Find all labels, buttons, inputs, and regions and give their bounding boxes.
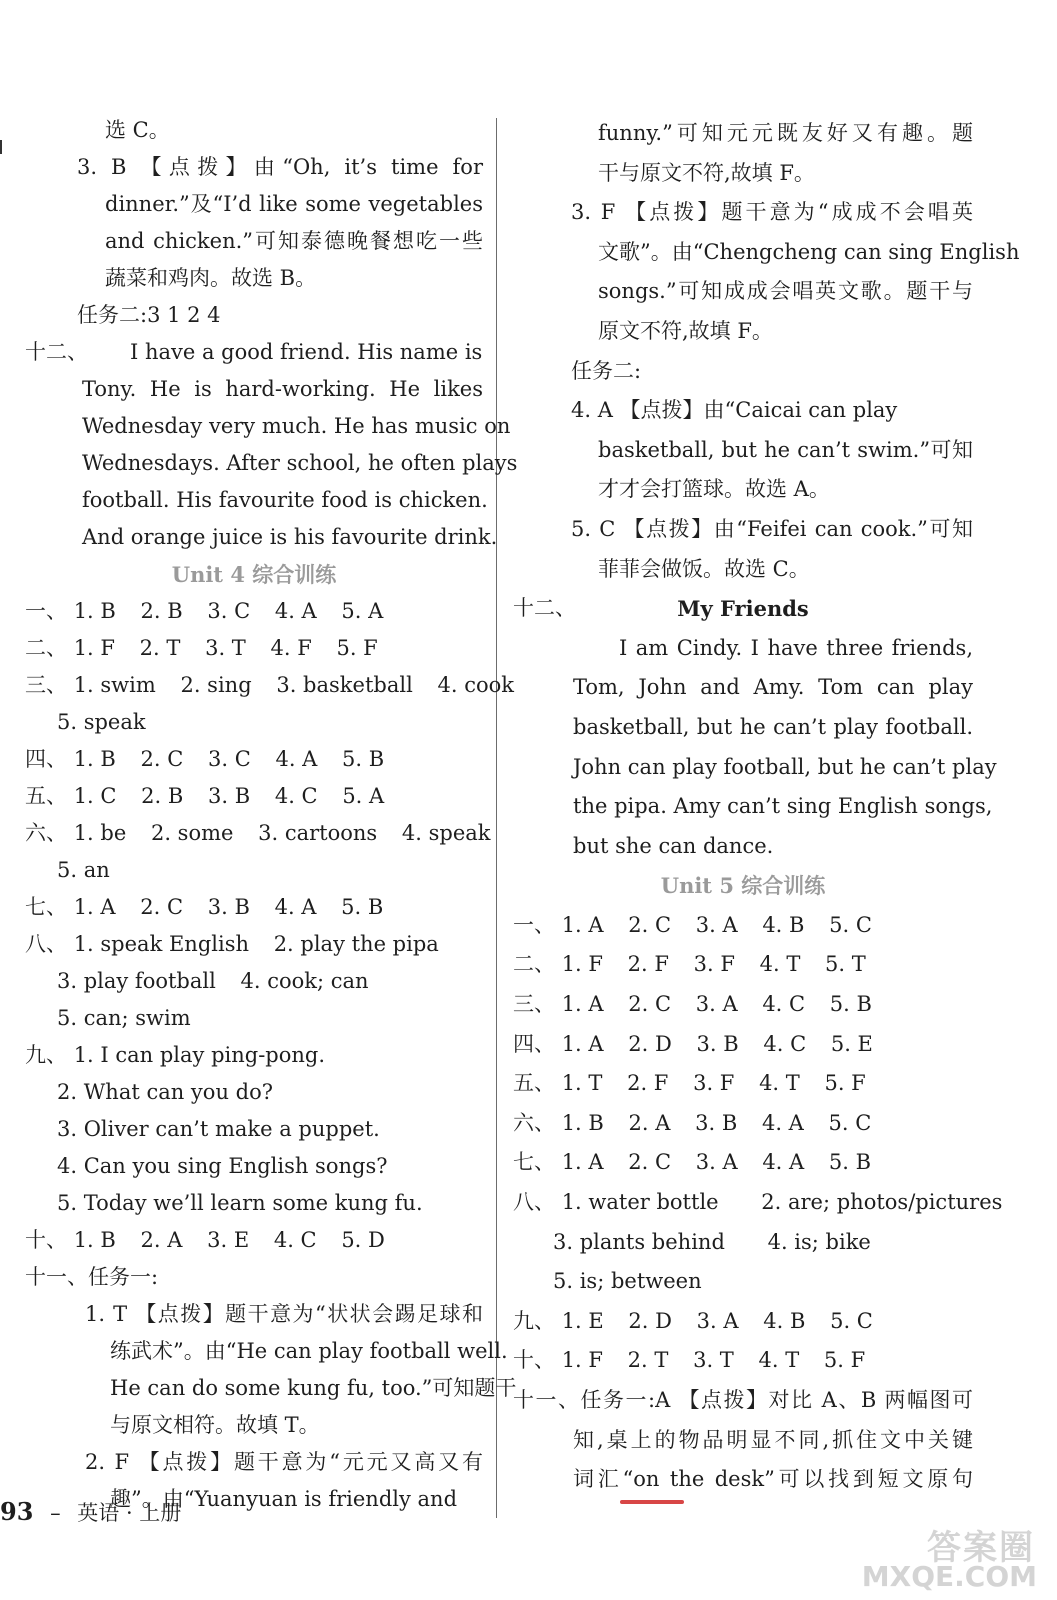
passage-line: John can play football, but he can’t play — [573, 754, 997, 779]
passage-line: Tom, John and Amy. Tom can play — [573, 675, 973, 700]
answer-item: 5. B — [341, 895, 384, 919]
answer-item: 5. F — [336, 636, 378, 660]
answer-row — [513, 1104, 973, 1144]
unit-heading: Unit 4 综合训练 — [171, 562, 337, 587]
answer-item: 3. cartoons — [258, 821, 378, 845]
passage-title: My Friends — [677, 596, 809, 622]
passage-line: I have a good friend. His name is — [130, 340, 483, 364]
section-label: 七、 — [513, 1150, 555, 1175]
answer-item: 4. A — [274, 599, 317, 623]
answer-row — [25, 1037, 483, 1074]
answer-item: 2. C — [628, 1150, 672, 1175]
answer-item: 2. T — [627, 1348, 669, 1373]
answer-item: 3. C — [208, 747, 251, 771]
answer-row — [25, 593, 483, 630]
answer-item: 2. are; photos/pictures — [761, 1190, 1003, 1215]
answer-item: 3. basketball — [276, 673, 413, 697]
answer-item: 1. B — [561, 1110, 604, 1135]
answer-item: 2. C — [628, 912, 672, 937]
answer-item: 3. E — [207, 1228, 250, 1252]
answer-item: 3. F — [693, 952, 735, 977]
answer-item: 4. C — [273, 1228, 317, 1252]
answer-line: 任务二:3 1 2 4 — [77, 303, 221, 327]
answer-item: 2. F — [627, 1071, 669, 1096]
answer-item: 1. F — [73, 636, 115, 660]
answer-item: 5. F — [824, 1071, 866, 1096]
answer-item: 2. T — [139, 636, 181, 660]
answer-row — [25, 963, 483, 1000]
answer-item: 2. D — [628, 1308, 672, 1333]
answer-row — [25, 630, 483, 667]
answer-line: 2. F 【点拨】题干意为“元元又高又有 — [85, 1450, 483, 1474]
section-label: 五、 — [25, 784, 67, 808]
answer-row — [513, 906, 973, 946]
answer-line: 十一、任务一:A 【点拨】对比 A、B 两幅图可 — [513, 1388, 973, 1412]
answer-line: and chicken.”可知泰德晚餐想吃一些 — [105, 229, 483, 253]
answer-item: 5. D — [341, 1228, 385, 1252]
passage-line: basketball, but he can’t play football. — [573, 714, 973, 739]
section-label: 二、 — [25, 636, 67, 660]
answer-line: 3. F 【点拨】题干意为“成成不会唱英 — [571, 200, 973, 225]
answer-item: 1. B — [73, 599, 116, 623]
answer-item: 1. A — [561, 912, 604, 937]
answer-item: 1. B — [73, 1228, 116, 1252]
answer-item: 4. T — [759, 952, 801, 977]
answer-item: 2. C — [140, 747, 184, 771]
answer-item: 2. A — [140, 1228, 183, 1252]
answer-line: 趣”。由“Yuanyuan is friendly and — [110, 1487, 458, 1511]
page-number: 93 — [0, 1497, 34, 1526]
answer-row — [25, 815, 491, 852]
answer-item: 5. A — [341, 599, 384, 623]
answer-line: 4. A 【点拨】由“Caicai can play — [571, 398, 898, 423]
answer-item: 3. B — [696, 1031, 739, 1056]
answer-item: 5. T — [825, 952, 866, 977]
answer-row — [513, 1183, 1003, 1223]
answer-item: 4. A — [761, 1110, 804, 1135]
answer-item: 4. C — [763, 1031, 807, 1056]
answer-item: 1. speak English — [73, 932, 249, 956]
answer-item: 5. C — [828, 1110, 872, 1135]
answer-line: 4. Can you sing English songs? — [57, 1154, 388, 1178]
answer-line: 选 C。 — [105, 118, 170, 142]
answer-item: 2. F — [627, 952, 669, 977]
answer-item: 1. F — [561, 1348, 603, 1373]
answer-line: 任务二: — [571, 358, 642, 383]
answer-item: 2. A — [628, 1110, 671, 1135]
answer-line: 干与原文不符,故填 F。 — [598, 160, 815, 185]
answer-item: 3. A — [695, 912, 738, 937]
answer-item: 2. some — [150, 821, 234, 845]
section-label: 四、 — [513, 1031, 555, 1056]
answer-line: 十一、任务一: — [25, 1265, 159, 1289]
answer-line: 3. Oliver can’t make a puppet. — [57, 1117, 380, 1141]
answer-item: 3. B — [695, 1110, 738, 1135]
answer-item: 4. C — [762, 992, 806, 1017]
answer-item: 3. T — [693, 1348, 734, 1373]
section-label: 十、 — [513, 1348, 555, 1373]
answer-line: 才才会打篮球。故选 A。 — [598, 477, 830, 502]
answer-line: He can do some kung fu, too.”可知题干 — [110, 1376, 517, 1400]
margin-tick — [0, 140, 2, 154]
section-label: 八、 — [25, 932, 67, 956]
answer-item: 5. C — [829, 912, 872, 937]
answer-line: 蔬菜和鸡肉。故选 B。 — [105, 266, 317, 290]
section-label: 六、 — [25, 821, 67, 845]
column-divider — [496, 118, 497, 1518]
answer-item: 3. B — [208, 784, 251, 808]
red-underline-mark — [620, 1500, 684, 1504]
answer-item: 4. B — [763, 1308, 806, 1333]
page-footer — [0, 1494, 181, 1530]
answer-row — [25, 778, 483, 815]
answer-item: 4. T — [759, 1071, 800, 1096]
answer-item: 1. water bottle — [561, 1190, 719, 1215]
answer-line: 原文不符,故填 F。 — [598, 318, 773, 343]
section-twelve — [25, 334, 483, 371]
section-label: 三、 — [25, 673, 67, 697]
passage-line: And orange juice is his favourite drink. — [82, 525, 498, 549]
section-label: 六、 — [513, 1110, 555, 1135]
answer-item: 4. F — [270, 636, 312, 660]
answer-item: 1. C — [73, 784, 117, 808]
answer-item: 2. sing — [180, 673, 252, 697]
answer-row — [25, 889, 483, 926]
section-twelve — [513, 589, 973, 629]
section-label: 一、 — [513, 912, 555, 937]
answer-item: 1. be — [73, 821, 127, 845]
passage-line: Tony. He is hard-working. He likes — [82, 377, 483, 401]
answer-line: 文歌”。由“Chengcheng can sing English — [598, 239, 1020, 264]
answer-item: 3. plants behind — [553, 1229, 725, 1254]
answer-item: 3. A — [696, 1308, 739, 1333]
answer-row — [25, 1222, 483, 1259]
answer-item: 2. play the pipa — [273, 932, 439, 956]
answer-item: 5. B — [828, 1150, 872, 1175]
answer-item: 1. A — [561, 1150, 604, 1175]
answer-line: 练武术”。由“He can play football well. — [110, 1339, 508, 1363]
answer-item: 2. C — [628, 992, 672, 1017]
answer-row — [513, 985, 973, 1025]
answer-line: 5. C 【点拨】由“Feifei can cook.”可知 — [571, 516, 973, 541]
answer-item: 1. A — [73, 895, 116, 919]
answer-item: 4. B — [762, 912, 805, 937]
answer-line: songs.”可知成成会唱英文歌。题干与 — [598, 279, 973, 304]
answer-item: 1. A — [561, 992, 604, 1017]
answer-item: 4. A — [762, 1150, 805, 1175]
answer-row — [25, 926, 483, 963]
answer-row — [513, 945, 973, 985]
answer-line: 2. What can you do? — [57, 1080, 273, 1104]
section-label: 四、 — [25, 747, 67, 771]
answer-item: 2. C — [140, 895, 184, 919]
section-label: 五、 — [513, 1071, 555, 1096]
answer-line: dinner.”及“I’d like some vegetables — [105, 192, 483, 216]
answer-item: 3. play football — [57, 969, 216, 993]
answer-item: 4. T — [758, 1348, 800, 1373]
answer-row — [513, 1302, 973, 1342]
passage-line: but she can dance. — [573, 833, 774, 858]
section-label: 九、 — [25, 1043, 67, 1067]
passage-line: Wednesdays. After school, he often plays — [82, 451, 518, 475]
answer-item: 4. A — [274, 895, 317, 919]
section-label: 二、 — [513, 952, 555, 977]
answer-line: 菲菲会做饭。故选 C。 — [598, 556, 810, 581]
watermark-url: MXQE.COM — [861, 1560, 1037, 1593]
answer-line: 与原文相符。故填 T。 — [110, 1413, 320, 1437]
answer-item: 2. B — [140, 599, 183, 623]
answer-item: 1. B — [73, 747, 116, 771]
answer-item: 3. T — [205, 636, 246, 660]
section-label: 十、 — [25, 1228, 67, 1252]
answer-row — [513, 1064, 973, 1104]
passage-line: football. His favourite food is chicken. — [82, 488, 488, 512]
answer-line: 知,桌上的物品明显不同,抓住文中关键 — [573, 1427, 973, 1452]
answer-item: 1. I can play ping-pong. — [73, 1043, 326, 1067]
answer-item: 1. E — [561, 1308, 604, 1333]
section-label: 八、 — [513, 1190, 555, 1215]
answer-line: 词汇“on the desk”可以找到短文原句 — [573, 1467, 973, 1492]
answer-row — [25, 667, 514, 704]
answer-row — [513, 1025, 973, 1065]
answer-item: 4. A — [275, 747, 318, 771]
answer-item: 3. F — [693, 1071, 735, 1096]
answer-item: 5. B — [829, 992, 872, 1017]
answer-line: basketball, but he can’t swim.”可知 — [598, 437, 973, 462]
answer-item: 5. E — [830, 1031, 873, 1056]
answer-item: 4. C — [274, 784, 318, 808]
answer-item: 1. F — [561, 952, 603, 977]
answer-item: 2. B — [141, 784, 184, 808]
section-label: 十二、 — [513, 596, 576, 621]
answer-item: 5. C — [830, 1308, 873, 1333]
passage-line: the pipa. Amy can’t sing English songs, — [573, 794, 993, 819]
answer-line: 5. an — [57, 858, 110, 882]
answer-item: 5. F — [823, 1348, 866, 1373]
answer-line: 3. B 【点拨】由“Oh, it’s time for — [77, 155, 483, 179]
answer-item: 3. C — [207, 599, 251, 623]
answer-line: 5. Today we’ll learn some kung fu. — [57, 1191, 423, 1215]
passage-line: Wednesday very much. He has music on — [82, 414, 511, 438]
passage-line: I am Cindy. I have three friends, — [619, 635, 973, 660]
answer-line: funny.”可知元元既友好又有趣。题 — [598, 121, 973, 145]
answer-item: 4. cook; can — [240, 969, 369, 993]
footer-dash: – — [50, 1501, 61, 1525]
answer-item: 1. A — [561, 1031, 604, 1056]
answer-item: 3. B — [207, 895, 250, 919]
section-label: 一、 — [25, 599, 67, 623]
answer-line: 5. can; swim — [57, 1006, 191, 1030]
answer-item: 1. swim — [73, 673, 156, 697]
answer-item: 4. cook — [437, 673, 514, 697]
watermark-logo-text: 答案圈 — [927, 1528, 1035, 1568]
answer-row — [513, 1143, 973, 1183]
section-label: 七、 — [25, 895, 67, 919]
answer-row — [25, 741, 483, 778]
left-column — [25, 112, 518, 1518]
answer-item: 1. T — [561, 1071, 603, 1096]
answer-item: 5. A — [342, 784, 385, 808]
answer-line: 5. speak — [57, 710, 146, 734]
footer-label: 英语 · 上册 — [77, 1501, 182, 1525]
answer-line: 1. T 【点拨】题干意为“状状会踢足球和 — [85, 1302, 483, 1326]
section-label: 九、 — [513, 1308, 555, 1333]
right-column — [513, 114, 1020, 1500]
answer-item: 4. is; bike — [767, 1229, 871, 1254]
answer-item: 4. speak — [401, 821, 491, 845]
answer-item: 3. A — [695, 992, 738, 1017]
answer-row — [513, 1223, 973, 1263]
answer-row — [513, 1341, 973, 1381]
unit-heading: Unit 5 综合训练 — [660, 873, 826, 899]
watermark — [861, 1520, 1045, 1598]
answer-line: 5. is; between — [553, 1269, 702, 1294]
section-label: 三、 — [513, 992, 555, 1017]
answer-item: 2. D — [628, 1031, 672, 1056]
section-label: 十二、 — [25, 340, 88, 364]
answer-item: 3. A — [695, 1150, 738, 1175]
answer-item: 5. B — [342, 747, 385, 771]
